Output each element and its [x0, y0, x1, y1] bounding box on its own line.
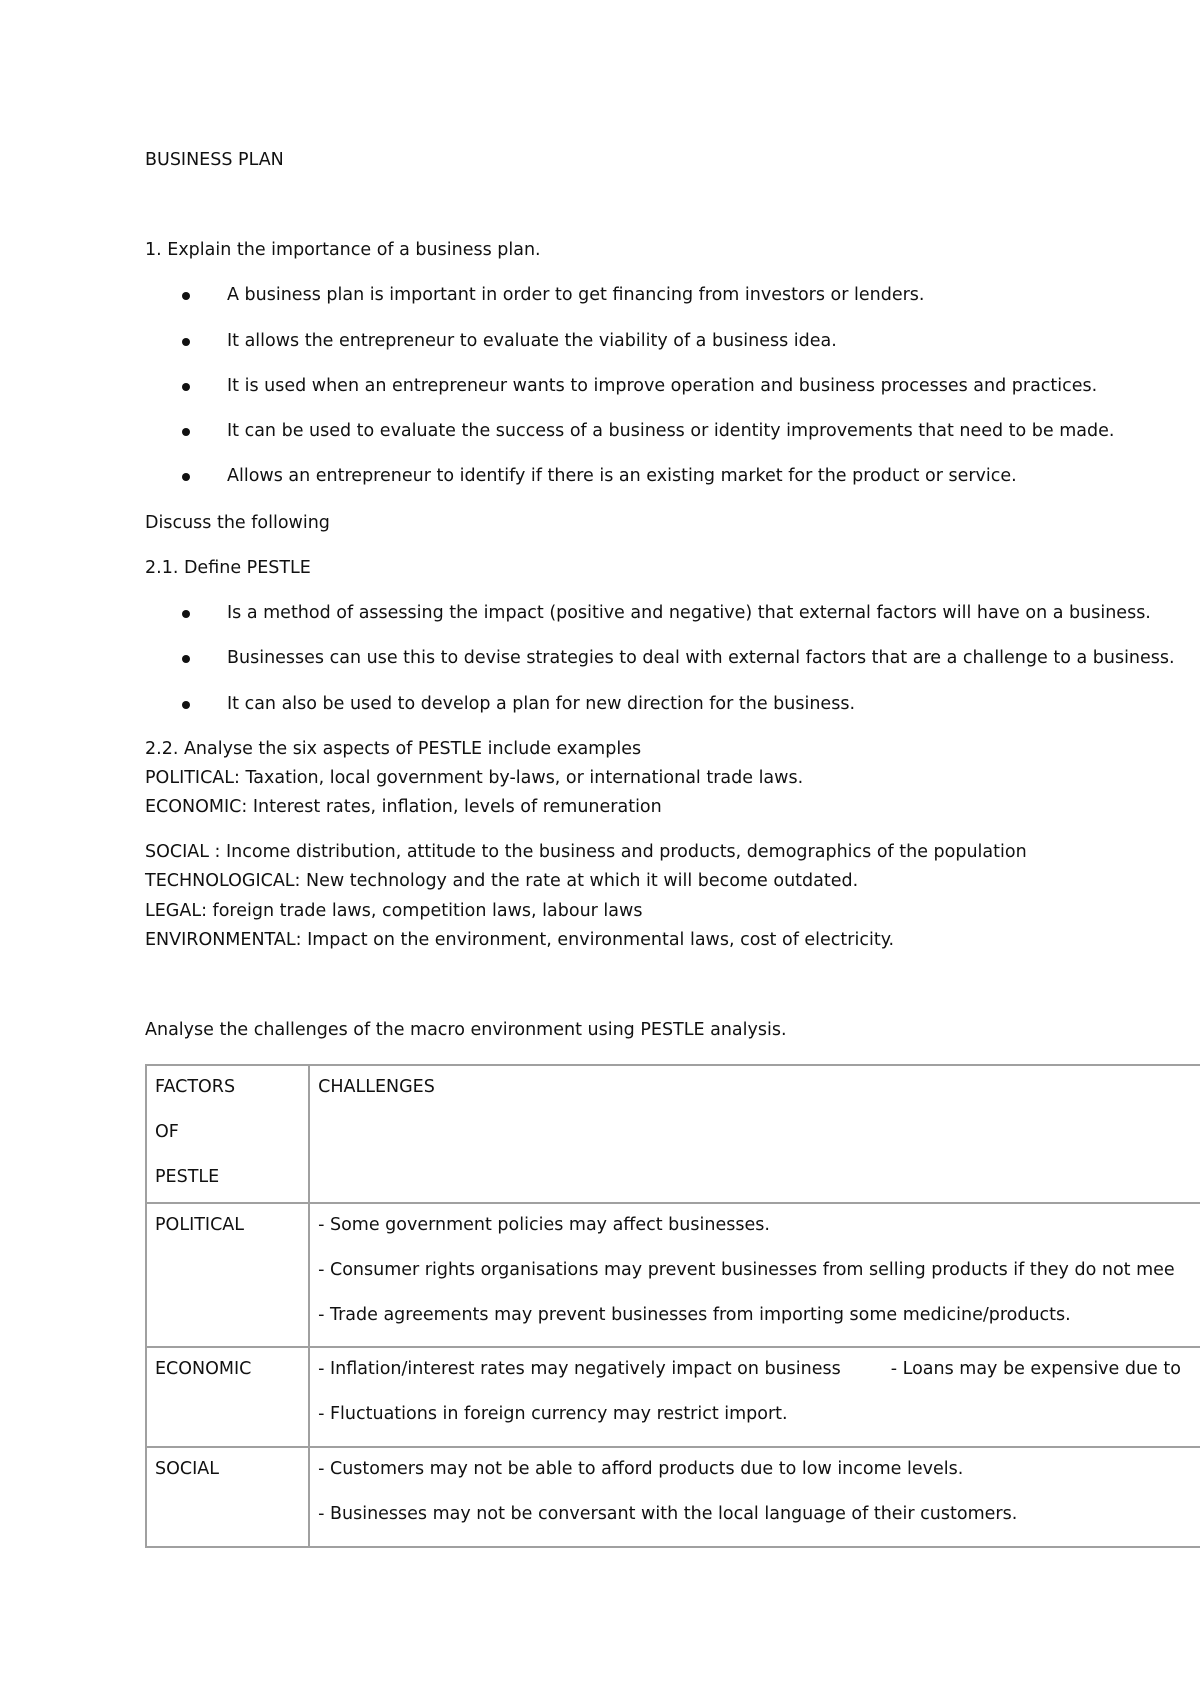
table-row [146, 1347, 1200, 1447]
challenges-cell [309, 1447, 1200, 1547]
challenges-cell [309, 1347, 1200, 1447]
table-header-challenges [309, 1065, 1200, 1203]
challenge-text: - Some government policies may affect businesses. [318, 1215, 770, 1235]
pestle-line-legal: LEGAL: foreign trade laws, competition laws, labour laws [145, 901, 643, 921]
challenge-text: - Trade agreements may prevent businesses from importing some medicine/products. [318, 1305, 1071, 1325]
pestle-line-technological: TECHNOLOGICAL: New technology and the rate at which it will become outdated. [145, 871, 859, 891]
challenge-text: - Customers may not be able to afford products due to low income levels. [318, 1459, 964, 1479]
table-row [146, 1447, 1200, 1547]
table-header-row [146, 1065, 1200, 1203]
bullet-icon [182, 701, 190, 709]
bullet-icon [182, 473, 190, 481]
list-item-text: Businesses can use this to devise strategies to deal with external factors that are a challenge to a business. [227, 648, 1175, 668]
header-factor-line: OF [155, 1122, 179, 1142]
table-header-factors [146, 1065, 309, 1203]
list-item-text: It allows the entrepreneur to evaluate the viability of a business idea. [227, 331, 837, 351]
challenge-text: - Consumer rights organisations may prevent businesses from selling products if they do not mee [318, 1260, 1175, 1280]
analyse-heading: Analyse the challenges of the macro environment using PESTLE analysis. [145, 1020, 787, 1040]
list-item-text: Is a method of assessing the impact (positive and negative) that external factors will have on a business. [227, 603, 1151, 623]
bullet-icon [182, 292, 190, 300]
bullet-icon [182, 383, 190, 391]
pestle-challenges-table [145, 1064, 1200, 1548]
question-1-heading: 1. Explain the importance of a business plan. [145, 240, 541, 260]
pestle-line-economic: ECONOMIC: Interest rates, inflation, levels of remuneration [145, 797, 662, 817]
challenge-text-line [318, 1358, 1200, 1380]
document-title: BUSINESS PLAN [145, 150, 284, 170]
factor-label: ECONOMIC [155, 1359, 252, 1379]
list-item-text: It can be used to evaluate the success of a business or identity improvements that need to be made. [227, 421, 1115, 441]
factor-cell [146, 1447, 309, 1547]
question-2-2-heading: 2.2. Analyse the six aspects of PESTLE include examples [145, 739, 642, 759]
factor-label: POLITICAL [155, 1215, 245, 1235]
header-factor-line: PESTLE [155, 1167, 220, 1187]
pestle-line-social: SOCIAL : Income distribution, attitude to the business and products, demographics of the population [145, 842, 1027, 862]
challenge-text: - Inflation/interest rates may negatively impact on business [318, 1359, 841, 1379]
discuss-heading: Discuss the following [145, 513, 330, 533]
pestle-line-political: POLITICAL: Taxation, local government by-laws, or international trade laws. [145, 768, 804, 788]
factor-cell [146, 1347, 309, 1447]
list-item-text: It can also be used to develop a plan for new direction for the business. [227, 694, 856, 714]
challenges-cell [309, 1203, 1200, 1347]
bullet-icon [182, 610, 190, 618]
factor-cell [146, 1203, 309, 1347]
bullet-icon [182, 428, 190, 436]
header-challenges-label: CHALLENGES [318, 1077, 435, 1097]
list-item-text: A business plan is important in order to get financing from investors or lenders. [227, 285, 925, 305]
pestle-line-environmental: ENVIRONMENTAL: Impact on the environment, environmental laws, cost of electricity. [145, 930, 895, 950]
challenge-text: - Fluctuations in foreign currency may restrict import. [318, 1404, 788, 1424]
challenge-text: - Businesses may not be conversant with the local language of their customers. [318, 1504, 1018, 1524]
factor-label: SOCIAL [155, 1459, 219, 1479]
bullet-icon [182, 338, 190, 346]
challenge-text: - Loans may be expensive due to [890, 1359, 1181, 1379]
list-item-text: Allows an entrepreneur to identify if there is an existing market for the product or service. [227, 466, 1017, 486]
bullet-icon [182, 655, 190, 663]
header-factor-line: FACTORS [155, 1077, 236, 1097]
list-item-text: It is used when an entrepreneur wants to improve operation and business processes and practices. [227, 376, 1098, 396]
question-2-1-heading: 2.1. Define PESTLE [145, 558, 311, 578]
table-row [146, 1203, 1200, 1347]
